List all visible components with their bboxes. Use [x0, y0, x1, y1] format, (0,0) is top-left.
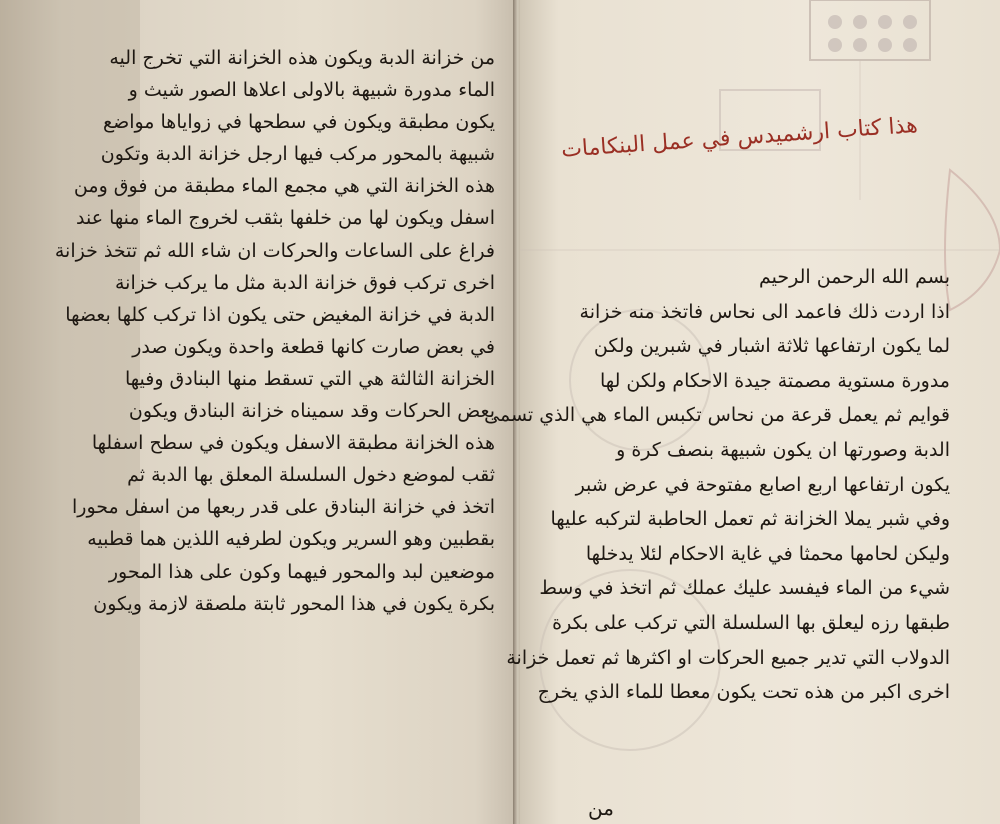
- text-line: لما يكون ارتفاعها ثلاثة اشبار في شبرين ولكن: [593, 335, 950, 358]
- text-line: من خزانة الدبة ويكون هذه الخزانة التي تخرج اليه: [109, 47, 495, 69]
- text-line: شبيهة بالمحور مركب فيها ارجل خزانة الدبة وتكون: [100, 143, 495, 166]
- text-line: موضعين لبد والمحور فيهما وكون على هذا المحور: [108, 560, 495, 583]
- text-line: بعض الحركات وقد سميناه خزانة البنادق ويكون: [128, 400, 495, 423]
- text-line: اخرى اكبر من هذه تحت يكون معطا للماء الذي يخرج: [537, 681, 950, 704]
- text-line: الدبة في خزانة المغيض حتى يكون اذا تركب كلها بعضها: [65, 303, 495, 326]
- text-line: اسفل ويكون لها من خلفها بثقب لخروج الماء منها عند: [76, 207, 495, 230]
- text-line: قوايم ثم يعمل قرعة من نحاس تكبس الماء هي الذي تسمى: [484, 404, 950, 427]
- text-line: بسم الله الرحمن الرحيم: [759, 266, 950, 288]
- text-line: طبقها رزه ليعلق بها السلسلة التي تركب على بكرة: [552, 611, 950, 634]
- text-line: هذه الخزانة التي هي مجمع الماء مطبقة من فوق ومن: [73, 175, 495, 198]
- text-line: بقطبين وهو السرير ويكون لطرفيه اللذين هما قطبيه: [87, 528, 495, 551]
- text-line: يكون مطبقة ويكون في سطحها في زواياها مواضع: [102, 111, 495, 134]
- text-line: ثقب لموضع دخول السلسلة المعلق بها الدبة ثم: [127, 464, 495, 487]
- text-line: يكون ارتفاعها اربع اصابع مفتوحة في عرض شبر: [575, 473, 950, 496]
- text-line: الخزانة الثالثة هي التي تسقط منها البنادق وفيها: [124, 367, 495, 390]
- text-line: اخرى تركب فوق خزانة الدبة مثل ما يركب خزانة: [114, 271, 495, 294]
- text-line: اتخذ في خزانة البنادق على قدر ربعها من اسفل محورا: [71, 496, 495, 519]
- chapter-heading: هذا كتاب ارشميدس في عمل البنكامات: [560, 112, 919, 163]
- text-line: شيء من الماء فيفسد عليك عملك ثم اتخذ في وسط: [539, 577, 950, 600]
- catchword: من: [588, 796, 614, 820]
- text-line: هذه الخزانة مطبقة الاسفل ويكون في سطح اسفلها: [91, 432, 495, 455]
- text-line: وفي شبر يملا الخزانة ثم تعمل الحاطبة لتركبه عليها: [550, 508, 950, 531]
- text-line: فراغ على الساعات والحركات ان شاء الله ثم تتخذ خزانة: [54, 239, 495, 262]
- text-line: اذا اردت ذلك فاعمد الى نحاس فاتخذ منه خزانة: [579, 300, 950, 323]
- text-line: في بعض صارت كانها قطعة واحدة ويكون صدر: [132, 335, 495, 358]
- text-line: بكرة يكون في هذا المحور ثابتة ملصقة لازمة ويكون: [93, 592, 495, 615]
- text-line: مدورة مستوية مصمتة جيدة الاحكام ولكن لها: [600, 369, 950, 392]
- text-line: وليكن لحامها محمثا في غاية الاحكام لئلا يدخلها: [585, 542, 950, 565]
- left-page-text: [54, 42, 495, 620]
- text-line: الدولاب التي تدير جميع الحركات او اكثرها ثم تعمل خزانة: [506, 646, 950, 669]
- right-page-text: [484, 260, 950, 710]
- text-line: الماء مدورة شبيهة بالاولى اعلاها الصور شيث و: [128, 79, 495, 102]
- text-line: الدبة وصورتها ان يكون شبيهة بنصف كرة و: [616, 438, 950, 461]
